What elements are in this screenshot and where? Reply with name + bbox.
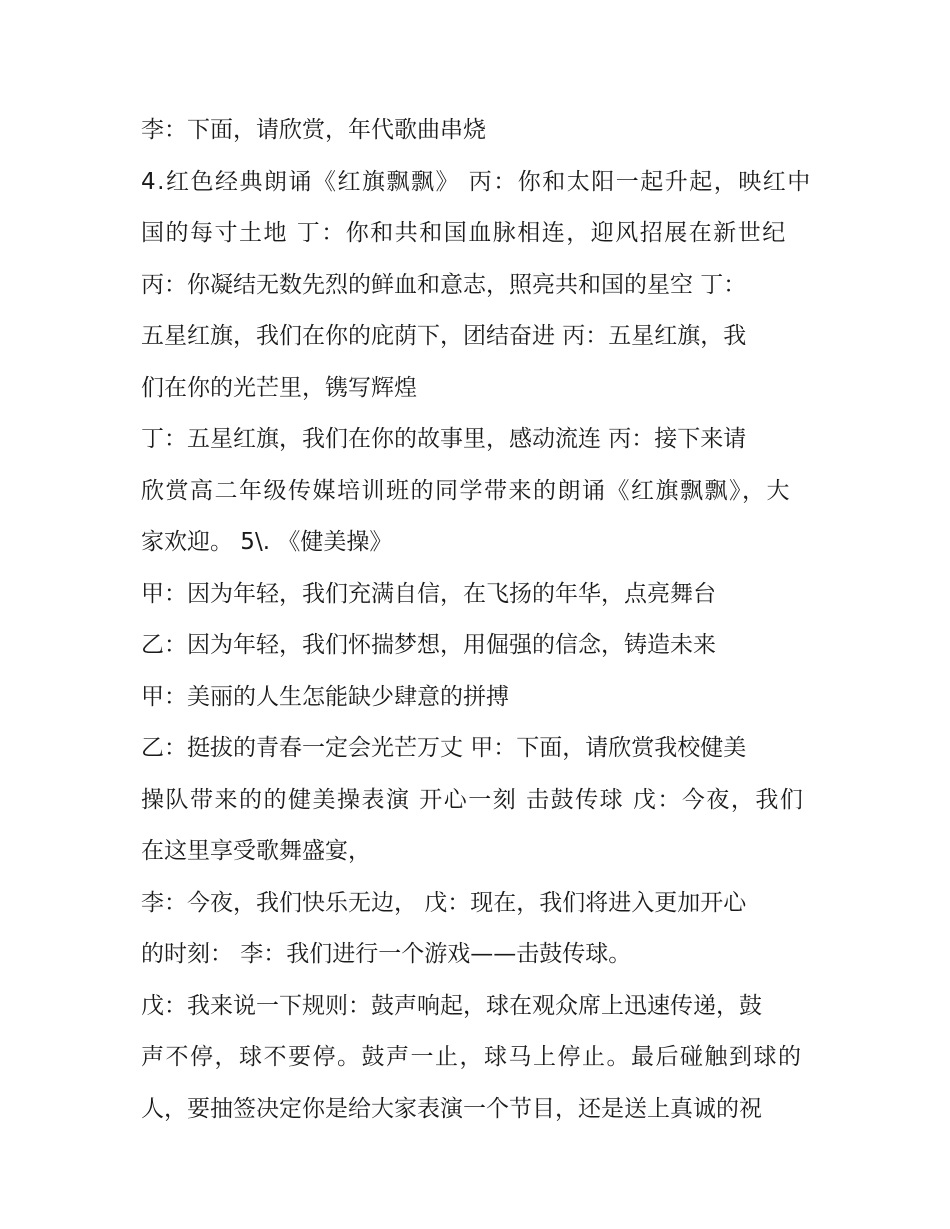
text-line: 五星红旗，我们在你的庇荫下，团结奋进 丙：五星红旗，我: [141, 323, 747, 349]
text-line: 乙：挺拔的青春一定会光芒万丈 甲：下面，请欣赏我校健美: [141, 735, 747, 761]
text-line: 李：今夜，我们快乐无边， 戊：现在，我们将进入更加开心: [141, 889, 747, 916]
text-line: 李：下面，请欣赏，年代歌曲串烧: [141, 117, 486, 143]
text-line: 4.红色经典朗诵《红旗飘飘》 丙：你和太阳一起升起，映红中: [141, 168, 812, 195]
text-line: 甲：因为年轻，我们充满自信，在飞扬的年华，点亮舞台: [141, 580, 716, 607]
text-line: 国的每寸土地 丁：你和共和国血脉相连，迎风招展在新世纪: [141, 220, 787, 246]
text-line: 的时刻： 李：我们进行一个游戏——击鼓传球。: [141, 941, 632, 967]
text-line: 丙：你凝结无数先烈的鲜血和意志，照亮共和国的星空 丁：: [141, 271, 747, 298]
text-line: 甲：美丽的人生怎能缺少肆意的拼搏: [141, 683, 509, 710]
text-line: 家欢迎。 5\. 《健美操》: [141, 529, 393, 555]
text-line: 戊：我来说一下规则：鼓声响起，球在观众席上迅速传递，鼓: [141, 992, 762, 1019]
text-line: 人，要抽签决定你是给大家表演一个节目，还是送上真诚的祝: [141, 1095, 762, 1122]
text-line: 丁：五星红旗，我们在你的故事里，感动流连 丙：接下来请: [141, 426, 747, 452]
text-line: 在这里享受歌舞盛宴，: [141, 838, 371, 864]
text-line: 们在你的光芒里，镌写辉煌: [141, 374, 417, 401]
text-line: 欣赏高二年级传媒培训班的同学带来的朗诵《红旗飘飘》，大: [141, 477, 791, 504]
text-line: 操队带来的的健美操表演 开心一刻 击鼓传球 戊：今夜，我们: [141, 786, 805, 813]
text-line: 乙：因为年轻，我们怀揣梦想，用倔强的信念，铸造未来: [141, 632, 716, 658]
text-line: 声不停，球不要停。鼓声一止，球马上停止。最后碰触到球的: [141, 1044, 803, 1070]
script-text: [141, 108, 821, 1138]
